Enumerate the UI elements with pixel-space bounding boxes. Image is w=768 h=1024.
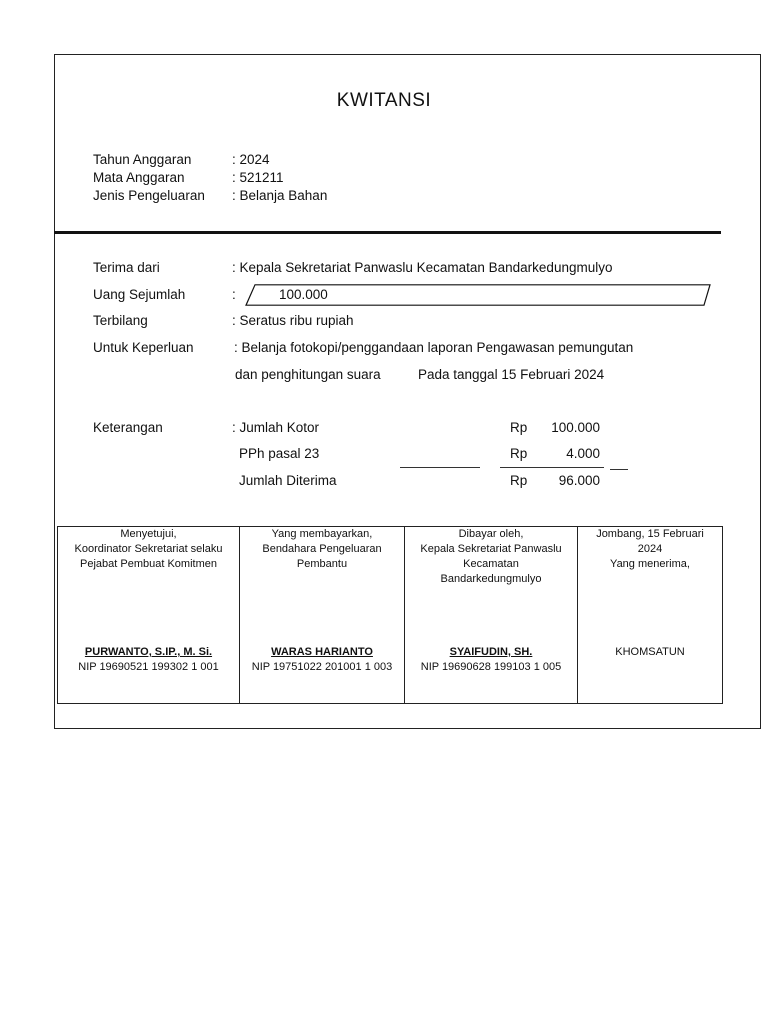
- tax-label: PPh pasal 23: [239, 446, 320, 461]
- signature-payer-line1: Yang membayarkan,: [271, 528, 373, 540]
- sum-underline-mark: [610, 469, 628, 470]
- signature-recipient-line1: Jombang, 15 Februari: [596, 528, 704, 540]
- amount-words-label: Terbilang: [93, 313, 148, 328]
- signature-approver-name: PURWANTO, S.IP., M. Si.: [84, 646, 213, 658]
- signature-paid-by-line2: Kepala Sekretariat Panwaslu: [420, 543, 562, 555]
- budget-code-label: Mata Anggaran: [93, 170, 185, 185]
- signature-approver-nip: NIP 19690521 199302 1 001: [78, 661, 219, 673]
- purpose-label: Untuk Keperluan: [93, 340, 194, 355]
- notes-label: Keterangan: [93, 420, 163, 435]
- amount-label: Uang Sejumlah: [93, 287, 186, 302]
- signature-payer-heading: [242, 527, 402, 572]
- sum-underline-left: [400, 467, 480, 468]
- signature-recipient-heading: [580, 527, 720, 572]
- gross-amount-value: 100.000: [551, 420, 600, 435]
- expense-type-label: Jenis Pengeluaran: [93, 188, 205, 203]
- signature-recipient-line2: 2024: [637, 543, 663, 555]
- signature-paid-by-line1: Dibayar oleh,: [458, 528, 524, 540]
- net-amount-currency: Rp: [510, 473, 528, 488]
- purpose-value-line2: dan penghitungan suara: [235, 367, 381, 382]
- signature-payer-nip: NIP 19751022 201001 1 003: [251, 661, 393, 673]
- sum-underline-right: [500, 467, 604, 468]
- signature-payer-line2: Bendahara Pengeluaran: [262, 543, 382, 555]
- signature-approver-line3: Pejabat Pembuat Komitmen: [80, 558, 217, 570]
- gross-amount-label: : Jumlah Kotor: [232, 420, 320, 435]
- signature-recipient: [578, 527, 722, 703]
- purpose-value-line1: : Belanja fotokopi/penggandaan laporan Pengawasan pemungutan: [234, 340, 634, 355]
- signature-approver-heading: [60, 527, 237, 572]
- signature-table: [57, 526, 723, 704]
- signature-paid-by: [405, 527, 578, 703]
- signature-approver-line2: Koordinator Sekretariat selaku: [74, 543, 223, 555]
- expense-type-value: : Belanja Bahan: [232, 188, 328, 203]
- received-from-value: : Kepala Sekretariat Panwaslu Kecamatan Bandarkedungmulyo: [232, 260, 613, 275]
- signature-paid-by-line3: Kecamatan: [463, 558, 519, 570]
- tax-value: 4.000: [566, 446, 600, 461]
- section-divider: [54, 231, 721, 234]
- signature-approver: [58, 527, 240, 703]
- tax-currency: Rp: [510, 446, 528, 461]
- purpose-date: Pada tanggal 15 Februari 2024: [418, 367, 605, 382]
- amount-box: [245, 284, 711, 306]
- budget-year-value: : 2024: [232, 152, 270, 167]
- amount-colon: :: [232, 287, 236, 302]
- budget-code-value: : 521211: [232, 170, 284, 185]
- signature-recipient-line3: Yang menerima,: [610, 558, 690, 570]
- signature-approver-line1: Menyetujui,: [120, 528, 177, 540]
- signature-paid-by-heading: [407, 527, 575, 587]
- net-amount-value: 96.000: [558, 473, 600, 488]
- signature-paid-by-nip: NIP 19690628 199103 1 005: [420, 661, 562, 673]
- signature-recipient-name: KHOMSATUN: [615, 646, 685, 658]
- signature-paid-by-line4: Bandarkedungmulyo: [440, 573, 542, 585]
- budget-year-label: Tahun Anggaran: [93, 152, 192, 167]
- received-from-label: Terima dari: [93, 260, 160, 275]
- signature-payer: [240, 527, 405, 703]
- gross-amount-currency: Rp: [510, 420, 528, 435]
- signature-paid-by-name: SYAIFUDIN, SH.: [449, 646, 533, 658]
- signature-payer-line3: Pembantu: [296, 558, 348, 570]
- signature-payer-name: WARAS HARIANTO: [271, 646, 373, 658]
- amount-words-value: : Seratus ribu rupiah: [232, 313, 354, 328]
- net-amount-label: Jumlah Diterima: [239, 473, 337, 488]
- amount-value: 100.000: [279, 287, 328, 302]
- document-title: KWITANSI: [336, 90, 432, 111]
